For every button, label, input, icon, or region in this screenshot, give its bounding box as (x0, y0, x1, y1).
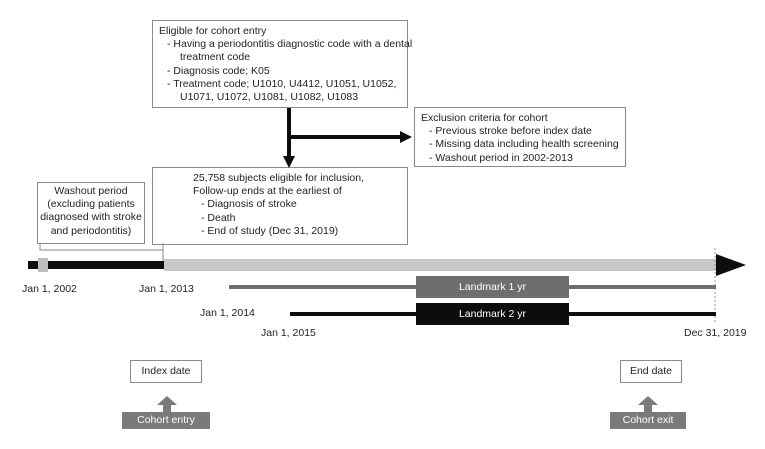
inclusion-line: 25,758 subjects eligible for inclusion, (193, 172, 365, 184)
exit-up-arrow (638, 396, 658, 412)
end-date-box (620, 360, 682, 383)
cohort-entry-tag (122, 412, 210, 429)
index-date-box (130, 360, 202, 383)
washout-line: (excluding patients (47, 198, 135, 211)
eligibility-line: - Treatment code; U1010, U4412, U1051, U1052, (167, 77, 397, 90)
flow-arrowhead-down (283, 156, 295, 168)
eligibility-line: - Diagnosis code; K05 (167, 64, 270, 77)
eligibility-title: Eligible for cohort entry (159, 25, 267, 37)
eligibility-line: - Having a periodontitis diagnostic code with a dental (167, 38, 413, 51)
landmark1-tag (416, 276, 569, 298)
date-label-2015: Jan 1, 2015 (261, 327, 316, 339)
landmark1-label: Landmark 1 yr (458, 281, 527, 293)
date-label-2014: Jan 1, 2014 (200, 307, 255, 319)
washout-line: diagnosed with stroke (40, 211, 142, 224)
cohort-exit-label: Cohort exit (622, 414, 674, 426)
exclusion-line: - Missing data including health screening (429, 138, 619, 151)
timeline-washout-segment (28, 261, 164, 269)
date-label-2019: Dec 31, 2019 (684, 327, 747, 339)
landmark2-tag (416, 303, 569, 325)
eligibility-line: treatment code (180, 51, 251, 64)
end-date-label: End date (629, 365, 673, 377)
date-label-2013: Jan 1, 2013 (139, 283, 194, 295)
timeline-arrowhead (716, 254, 746, 276)
inclusion-line: Follow-up ends at the earliest of (193, 185, 342, 198)
inclusion-line: - End of study (Dec 31, 2019) (201, 224, 339, 237)
flow-arrowhead-right (400, 131, 412, 143)
exclusion-title: Exclusion criteria for cohort (421, 112, 548, 124)
timeline-followup-segment (164, 259, 718, 271)
inclusion-line: - Death (201, 211, 236, 224)
index-date-label: Index date (141, 365, 191, 377)
washout-line: Washout period (54, 185, 128, 197)
eligibility-line: U1071, U1072, U1081, U1082, U1083 (180, 91, 359, 104)
washout-bracket (40, 243, 163, 250)
cohort-entry-label: Cohort entry (137, 414, 195, 426)
washout-line: and periodontitis) (50, 224, 132, 237)
date-label-2002: Jan 1, 2002 (22, 283, 77, 295)
exclusion-line: - Previous stroke before index date (429, 125, 592, 138)
landmark2-label: Landmark 2 yr (458, 308, 527, 320)
entry-up-arrow (157, 396, 177, 412)
cohort-exit-tag (610, 412, 686, 429)
exclusion-line: - Washout period in 2002-2013 (429, 151, 573, 164)
inclusion-line: - Diagnosis of stroke (201, 198, 297, 211)
timeline-start-tick (38, 258, 48, 272)
